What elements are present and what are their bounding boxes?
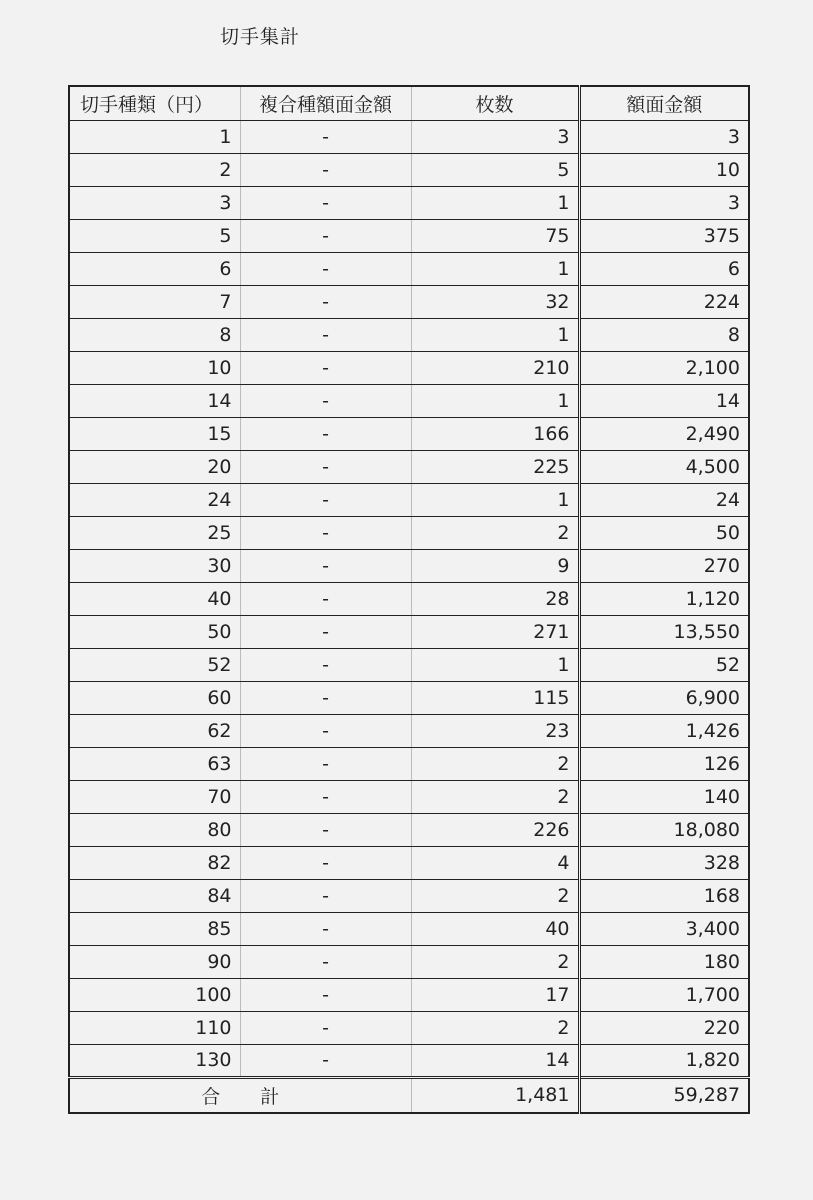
cell-face-value: 10 bbox=[579, 153, 749, 186]
cell-combined-amount: - bbox=[240, 153, 411, 186]
cell-stamp-type: 63 bbox=[69, 747, 240, 780]
cell-stamp-type: 90 bbox=[69, 945, 240, 978]
cell-face-value: 3 bbox=[579, 120, 749, 153]
cell-face-value: 14 bbox=[579, 384, 749, 417]
cell-count: 14 bbox=[411, 1044, 579, 1077]
cell-combined-amount: - bbox=[240, 252, 411, 285]
cell-combined-amount: - bbox=[240, 186, 411, 219]
cell-face-value: 6 bbox=[579, 252, 749, 285]
cell-combined-amount: - bbox=[240, 384, 411, 417]
cell-count: 23 bbox=[411, 714, 579, 747]
cell-count: 166 bbox=[411, 417, 579, 450]
cell-face-value: 2,100 bbox=[579, 351, 749, 384]
table-row bbox=[69, 978, 749, 1011]
table-row bbox=[69, 582, 749, 615]
table-row bbox=[69, 1044, 749, 1077]
cell-combined-amount: - bbox=[240, 846, 411, 879]
cell-face-value: 126 bbox=[579, 747, 749, 780]
cell-combined-amount: - bbox=[240, 219, 411, 252]
cell-face-value: 4,500 bbox=[579, 450, 749, 483]
cell-face-value: 1,700 bbox=[579, 978, 749, 1011]
total-row bbox=[69, 1077, 749, 1113]
cell-stamp-type: 1 bbox=[69, 120, 240, 153]
header-combined-amount: 複合種額面金額 bbox=[240, 86, 411, 120]
cell-stamp-type: 8 bbox=[69, 318, 240, 351]
cell-count: 2 bbox=[411, 747, 579, 780]
cell-face-value: 220 bbox=[579, 1011, 749, 1044]
cell-count: 1 bbox=[411, 252, 579, 285]
table-row bbox=[69, 318, 749, 351]
cell-stamp-type: 25 bbox=[69, 516, 240, 549]
cell-count: 115 bbox=[411, 681, 579, 714]
cell-stamp-type: 60 bbox=[69, 681, 240, 714]
table-row bbox=[69, 648, 749, 681]
cell-count: 1 bbox=[411, 483, 579, 516]
table-row bbox=[69, 912, 749, 945]
table-row bbox=[69, 549, 749, 582]
cell-count: 40 bbox=[411, 912, 579, 945]
cell-combined-amount: - bbox=[240, 813, 411, 846]
cell-stamp-type: 110 bbox=[69, 1011, 240, 1044]
cell-combined-amount: - bbox=[240, 351, 411, 384]
table-row bbox=[69, 780, 749, 813]
header-row bbox=[69, 86, 749, 120]
cell-combined-amount: - bbox=[240, 780, 411, 813]
cell-stamp-type: 15 bbox=[69, 417, 240, 450]
table-row bbox=[69, 516, 749, 549]
cell-combined-amount: - bbox=[240, 681, 411, 714]
table-row bbox=[69, 219, 749, 252]
cell-count: 32 bbox=[411, 285, 579, 318]
cell-combined-amount: - bbox=[240, 285, 411, 318]
cell-combined-amount: - bbox=[240, 582, 411, 615]
cell-face-value: 1,426 bbox=[579, 714, 749, 747]
cell-combined-amount: - bbox=[240, 549, 411, 582]
cell-face-value: 13,550 bbox=[579, 615, 749, 648]
cell-count: 226 bbox=[411, 813, 579, 846]
total-count: 1,481 bbox=[411, 1077, 579, 1113]
cell-combined-amount: - bbox=[240, 978, 411, 1011]
cell-combined-amount: - bbox=[240, 648, 411, 681]
cell-face-value: 224 bbox=[579, 285, 749, 318]
cell-face-value: 270 bbox=[579, 549, 749, 582]
cell-count: 3 bbox=[411, 120, 579, 153]
cell-stamp-type: 82 bbox=[69, 846, 240, 879]
cell-stamp-type: 40 bbox=[69, 582, 240, 615]
cell-combined-amount: - bbox=[240, 912, 411, 945]
cell-combined-amount: - bbox=[240, 120, 411, 153]
table-body bbox=[69, 120, 749, 1077]
cell-stamp-type: 3 bbox=[69, 186, 240, 219]
cell-stamp-type: 7 bbox=[69, 285, 240, 318]
cell-count: 2 bbox=[411, 516, 579, 549]
table-row bbox=[69, 450, 749, 483]
table-row bbox=[69, 153, 749, 186]
table-row bbox=[69, 681, 749, 714]
table-row bbox=[69, 384, 749, 417]
table-row bbox=[69, 186, 749, 219]
cell-face-value: 3 bbox=[579, 186, 749, 219]
cell-stamp-type: 85 bbox=[69, 912, 240, 945]
table-row bbox=[69, 285, 749, 318]
cell-combined-amount: - bbox=[240, 615, 411, 648]
total-label: 合計 bbox=[69, 1077, 411, 1113]
cell-count: 1 bbox=[411, 648, 579, 681]
total-face-value: 59,287 bbox=[579, 1077, 749, 1113]
cell-face-value: 8 bbox=[579, 318, 749, 351]
cell-face-value: 2,490 bbox=[579, 417, 749, 450]
cell-stamp-type: 30 bbox=[69, 549, 240, 582]
cell-count: 271 bbox=[411, 615, 579, 648]
table-row bbox=[69, 747, 749, 780]
table-row bbox=[69, 615, 749, 648]
cell-face-value: 3,400 bbox=[579, 912, 749, 945]
cell-stamp-type: 62 bbox=[69, 714, 240, 747]
cell-count: 1 bbox=[411, 384, 579, 417]
cell-combined-amount: - bbox=[240, 450, 411, 483]
cell-count: 1 bbox=[411, 186, 579, 219]
cell-count: 225 bbox=[411, 450, 579, 483]
cell-stamp-type: 10 bbox=[69, 351, 240, 384]
cell-stamp-type: 24 bbox=[69, 483, 240, 516]
header-face-value: 額面金額 bbox=[579, 86, 749, 120]
cell-count: 17 bbox=[411, 978, 579, 1011]
table-row bbox=[69, 879, 749, 912]
cell-count: 210 bbox=[411, 351, 579, 384]
cell-face-value: 50 bbox=[579, 516, 749, 549]
cell-combined-amount: - bbox=[240, 714, 411, 747]
cell-stamp-type: 84 bbox=[69, 879, 240, 912]
cell-count: 28 bbox=[411, 582, 579, 615]
cell-stamp-type: 70 bbox=[69, 780, 240, 813]
cell-stamp-type: 50 bbox=[69, 615, 240, 648]
document-title: 切手集計 bbox=[220, 26, 301, 48]
cell-face-value: 168 bbox=[579, 879, 749, 912]
table-row bbox=[69, 351, 749, 384]
cell-face-value: 140 bbox=[579, 780, 749, 813]
cell-count: 75 bbox=[411, 219, 579, 252]
table-row bbox=[69, 417, 749, 450]
cell-combined-amount: - bbox=[240, 483, 411, 516]
cell-combined-amount: - bbox=[240, 1011, 411, 1044]
stamp-summary-table-wrapper bbox=[68, 85, 748, 1114]
cell-stamp-type: 52 bbox=[69, 648, 240, 681]
table-row bbox=[69, 945, 749, 978]
cell-stamp-type: 80 bbox=[69, 813, 240, 846]
table-row bbox=[69, 1011, 749, 1044]
cell-face-value: 328 bbox=[579, 846, 749, 879]
cell-combined-amount: - bbox=[240, 945, 411, 978]
table-row bbox=[69, 714, 749, 747]
header-count: 枚数 bbox=[411, 86, 579, 120]
cell-face-value: 1,820 bbox=[579, 1044, 749, 1077]
cell-face-value: 52 bbox=[579, 648, 749, 681]
cell-stamp-type: 14 bbox=[69, 384, 240, 417]
table-row bbox=[69, 483, 749, 516]
cell-combined-amount: - bbox=[240, 1044, 411, 1077]
cell-face-value: 18,080 bbox=[579, 813, 749, 846]
cell-face-value: 180 bbox=[579, 945, 749, 978]
header-stamp-type: 切手種類（円） bbox=[69, 86, 240, 120]
table-row bbox=[69, 846, 749, 879]
cell-stamp-type: 5 bbox=[69, 219, 240, 252]
table-row bbox=[69, 252, 749, 285]
cell-combined-amount: - bbox=[240, 318, 411, 351]
cell-face-value: 6,900 bbox=[579, 681, 749, 714]
cell-face-value: 1,120 bbox=[579, 582, 749, 615]
cell-count: 9 bbox=[411, 549, 579, 582]
cell-stamp-type: 100 bbox=[69, 978, 240, 1011]
cell-count: 1 bbox=[411, 318, 579, 351]
cell-count: 2 bbox=[411, 879, 579, 912]
cell-count: 2 bbox=[411, 1011, 579, 1044]
stamp-summary-table bbox=[68, 85, 750, 1114]
cell-count: 2 bbox=[411, 780, 579, 813]
cell-count: 5 bbox=[411, 153, 579, 186]
cell-count: 4 bbox=[411, 846, 579, 879]
cell-face-value: 375 bbox=[579, 219, 749, 252]
cell-face-value: 24 bbox=[579, 483, 749, 516]
cell-stamp-type: 6 bbox=[69, 252, 240, 285]
cell-count: 2 bbox=[411, 945, 579, 978]
table-row bbox=[69, 120, 749, 153]
cell-combined-amount: - bbox=[240, 879, 411, 912]
cell-combined-amount: - bbox=[240, 516, 411, 549]
cell-combined-amount: - bbox=[240, 417, 411, 450]
cell-stamp-type: 130 bbox=[69, 1044, 240, 1077]
table-row bbox=[69, 813, 749, 846]
cell-stamp-type: 2 bbox=[69, 153, 240, 186]
cell-combined-amount: - bbox=[240, 747, 411, 780]
cell-stamp-type: 20 bbox=[69, 450, 240, 483]
